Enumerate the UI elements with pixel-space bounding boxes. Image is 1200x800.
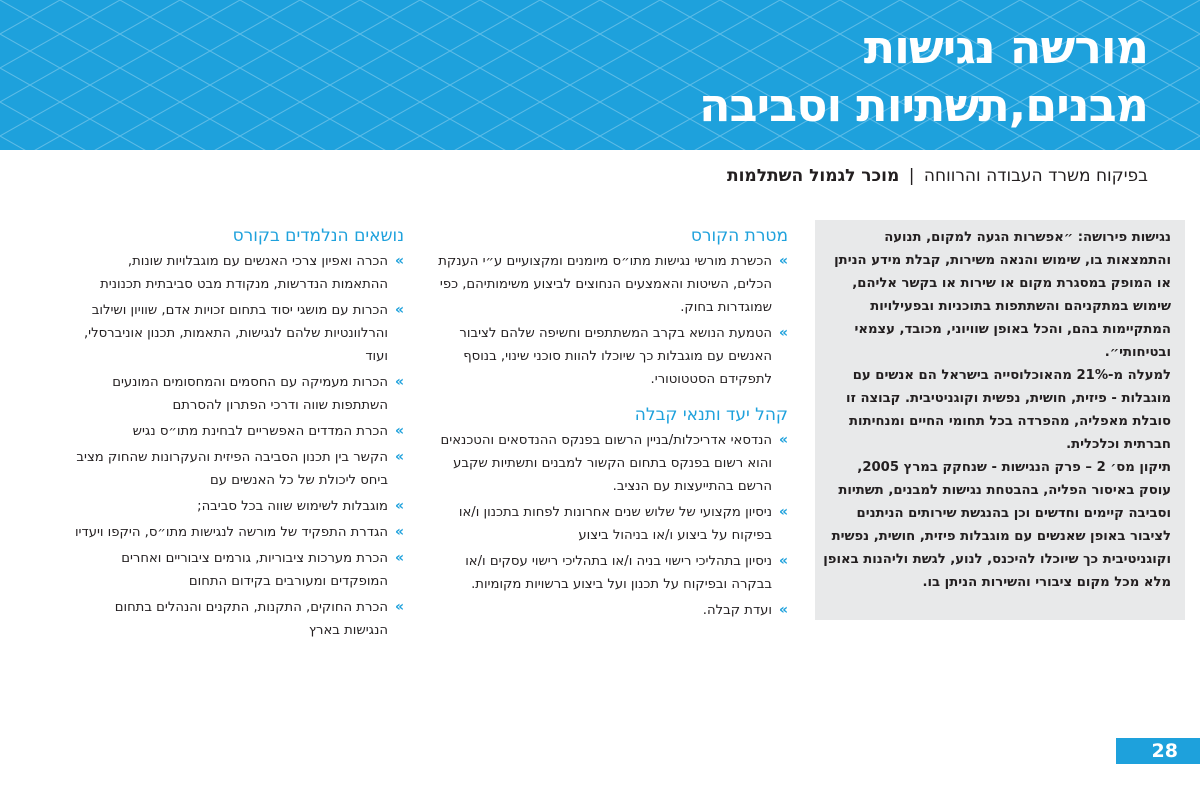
course-goal-column bbox=[436, 224, 788, 625]
bullet-icon: » bbox=[778, 253, 788, 269]
audience-list bbox=[436, 429, 788, 622]
header-banner bbox=[0, 0, 1200, 150]
bullet-icon: » bbox=[394, 599, 404, 615]
list-item-text: הגדרת התפקיד של מורשה לנגישות מתו״ס, היקפו ויעדיו bbox=[74, 525, 388, 540]
page-title bbox=[699, 18, 1148, 134]
bullet-icon: » bbox=[394, 374, 404, 390]
list-item-text: מוגבלות לשימוש שווה בכל סביבה; bbox=[197, 499, 388, 514]
bullet-icon: » bbox=[778, 602, 788, 618]
page-title-line1: מורשה נגישות bbox=[863, 20, 1148, 74]
audience-heading: קהל יעד ותנאי קבלה bbox=[634, 405, 788, 425]
list-item-text: הטמעת הנושא בקרב המשתתפים וחשיפה שלהם לציבור האנשים עם מוגבלות כך שיוכלו להוות סוכני שינוי, בנוסף לתפקידם הסטטוטורי. bbox=[459, 326, 772, 387]
bullet-icon: » bbox=[394, 524, 404, 540]
intro-paragraph-statistics: למעלה מ-21% מהאוכלוסייה בישראל הם אנשים עם מוגבלות - פיזית, חושית, נפשית וקוגניטיבית. קבוצה זו סובלת מאפליה, מהפרדה בכל תחומי החיים ומנחיתות חברתית וכלכלית. bbox=[846, 368, 1171, 452]
bullet-icon: » bbox=[394, 302, 404, 318]
bullet-icon: » bbox=[778, 432, 788, 448]
subtitle-separator: | bbox=[908, 166, 915, 186]
list-item-text: הכרות מעמיקה עם החסמים והמחסומים המונעים השתתפות שווה ודרכי הפתרון להסרתם bbox=[112, 375, 388, 413]
bullet-icon: » bbox=[394, 498, 404, 514]
course-goal-heading: מטרת הקורס bbox=[690, 226, 788, 246]
list-item bbox=[436, 322, 788, 391]
list-item bbox=[68, 446, 404, 492]
list-item-text: הנדסאי אדריכלות/בניין הרשום בפנקס ההנדסאים והטכנאים והוא רשום בפנקס בתחום הקשור למבנים ותשתיות שקבע הרשם בהתייעצות עם הנציב. bbox=[440, 433, 772, 494]
recognition-text: מוכר לגמול השתלמות bbox=[726, 166, 900, 186]
list-item bbox=[68, 371, 404, 417]
list-item bbox=[68, 420, 404, 443]
list-item bbox=[436, 250, 788, 319]
supervision-text: בפיקוח משרד העבודה והרווחה bbox=[923, 166, 1148, 186]
topics-column bbox=[68, 224, 404, 645]
subtitle bbox=[727, 166, 1148, 186]
list-item bbox=[68, 521, 404, 544]
list-item bbox=[436, 429, 788, 498]
page-number: 28 bbox=[1116, 738, 1200, 764]
list-item bbox=[68, 250, 404, 296]
bullet-icon: » bbox=[778, 325, 788, 341]
list-item-text: הכרת החוקים, התקנות, התקנים והנהלים בתחום הנגישות בארץ bbox=[114, 600, 388, 638]
bullet-icon: » bbox=[394, 253, 404, 269]
list-item-text: הכרת המדדים האפשריים לבחינת מתו״ס נגיש bbox=[132, 424, 388, 439]
bullet-icon: » bbox=[394, 449, 404, 465]
list-item bbox=[436, 599, 788, 622]
list-item bbox=[68, 495, 404, 518]
intro-paragraph-amendment: תיקון מס׳ 2 – פרק הנגישות - שנחקק במרץ 2005, עוסק באיסור הפליה, בהבטחת נגישות למבנים, תשתיות וסביבה קיימים וחדשים וכן בהנגשת שירותים הניתנים לציבור באופן שאנשים עם מוגבלות פיזית, חושית, נפשית וקוגניטיבית כך שיוכלו להיכנס, לנוע, לגשת וליהנות באופן מלא מכל מקום ציבורי והשירות הניתן בו. bbox=[823, 460, 1171, 590]
list-item-text: ניסיון מקצועי של שלוש שנים אחרונות לפחות בתכנון ו/או בפיקוח על ביצוע ו/או בניהול ביצוע bbox=[458, 505, 772, 543]
list-item-text: ועדת קבלה. bbox=[702, 603, 772, 618]
list-item bbox=[436, 501, 788, 547]
list-item bbox=[436, 550, 788, 596]
list-item-text: הכרה ואפיון צרכי האנשים עם מוגבלויות שונות, ההתאמות הנדרשות, מנקודת מבט סביבתית תכנונית bbox=[100, 254, 388, 292]
intro-box bbox=[815, 220, 1185, 620]
bullet-icon: » bbox=[394, 550, 404, 566]
list-item bbox=[68, 299, 404, 368]
list-item-text: הקשר בין תכנון הסביבה הפיזית והעקרונות שהחוק מציב ביחס ליכולת של כל האנשים עם bbox=[76, 450, 388, 488]
intro-paragraph-definition: נגישות פירושה: ״אפשרות הגעה למקום, תנועה והתמצאות בו, שימוש והנאה משירות, קבלת מידע הניתן או המופק במסגרת מקום או שירות או בקשר אליהם, שימוש במתקניהם והשתתפות בתוכניות ובפעילויות המתקיימות בהם, והכל באופן שוויוני, מכובד, עצמאי ובטיחותי״. bbox=[834, 230, 1171, 360]
bullet-icon: » bbox=[778, 504, 788, 520]
course-goal-list bbox=[436, 250, 788, 391]
bullet-icon: » bbox=[778, 553, 788, 569]
list-item-text: הכשרת מורשי נגישות מתו״ס מיומנים ומקצועיים ע״י הענקת הכלים, השיטות והאמצעים הנחוצים לביצוע משימותיהם, כפי שמוגדרות בחוק. bbox=[438, 254, 772, 315]
page-title-line2: מבנים,תשתיות וסביבה bbox=[698, 78, 1148, 132]
topics-list bbox=[68, 250, 404, 642]
list-item-text: ניסיון בתהליכי רישוי בניה ו/או בתהליכי רישוי עסקים ו/או בבקרה ובפיקוח על תכנון ועל ביצוע ברשויות מקומיות. bbox=[465, 554, 772, 592]
list-item-text: הכרות עם מושגי יסוד בתחום זכויות אדם, שוויון ושילוב והרלוונטיות שלהם לנגישות, התאמות, תכנון אוניברסלי, ועוד bbox=[83, 303, 388, 364]
topics-heading: נושאים הנלמדים בקורס bbox=[232, 226, 404, 246]
list-item bbox=[68, 547, 404, 593]
bullet-icon: » bbox=[394, 423, 404, 439]
list-item bbox=[68, 596, 404, 642]
list-item-text: הכרת מערכות ציבוריות, גורמים ציבוריים ואחרים המופקדים ומעורבים בקידום התחום bbox=[121, 551, 388, 589]
